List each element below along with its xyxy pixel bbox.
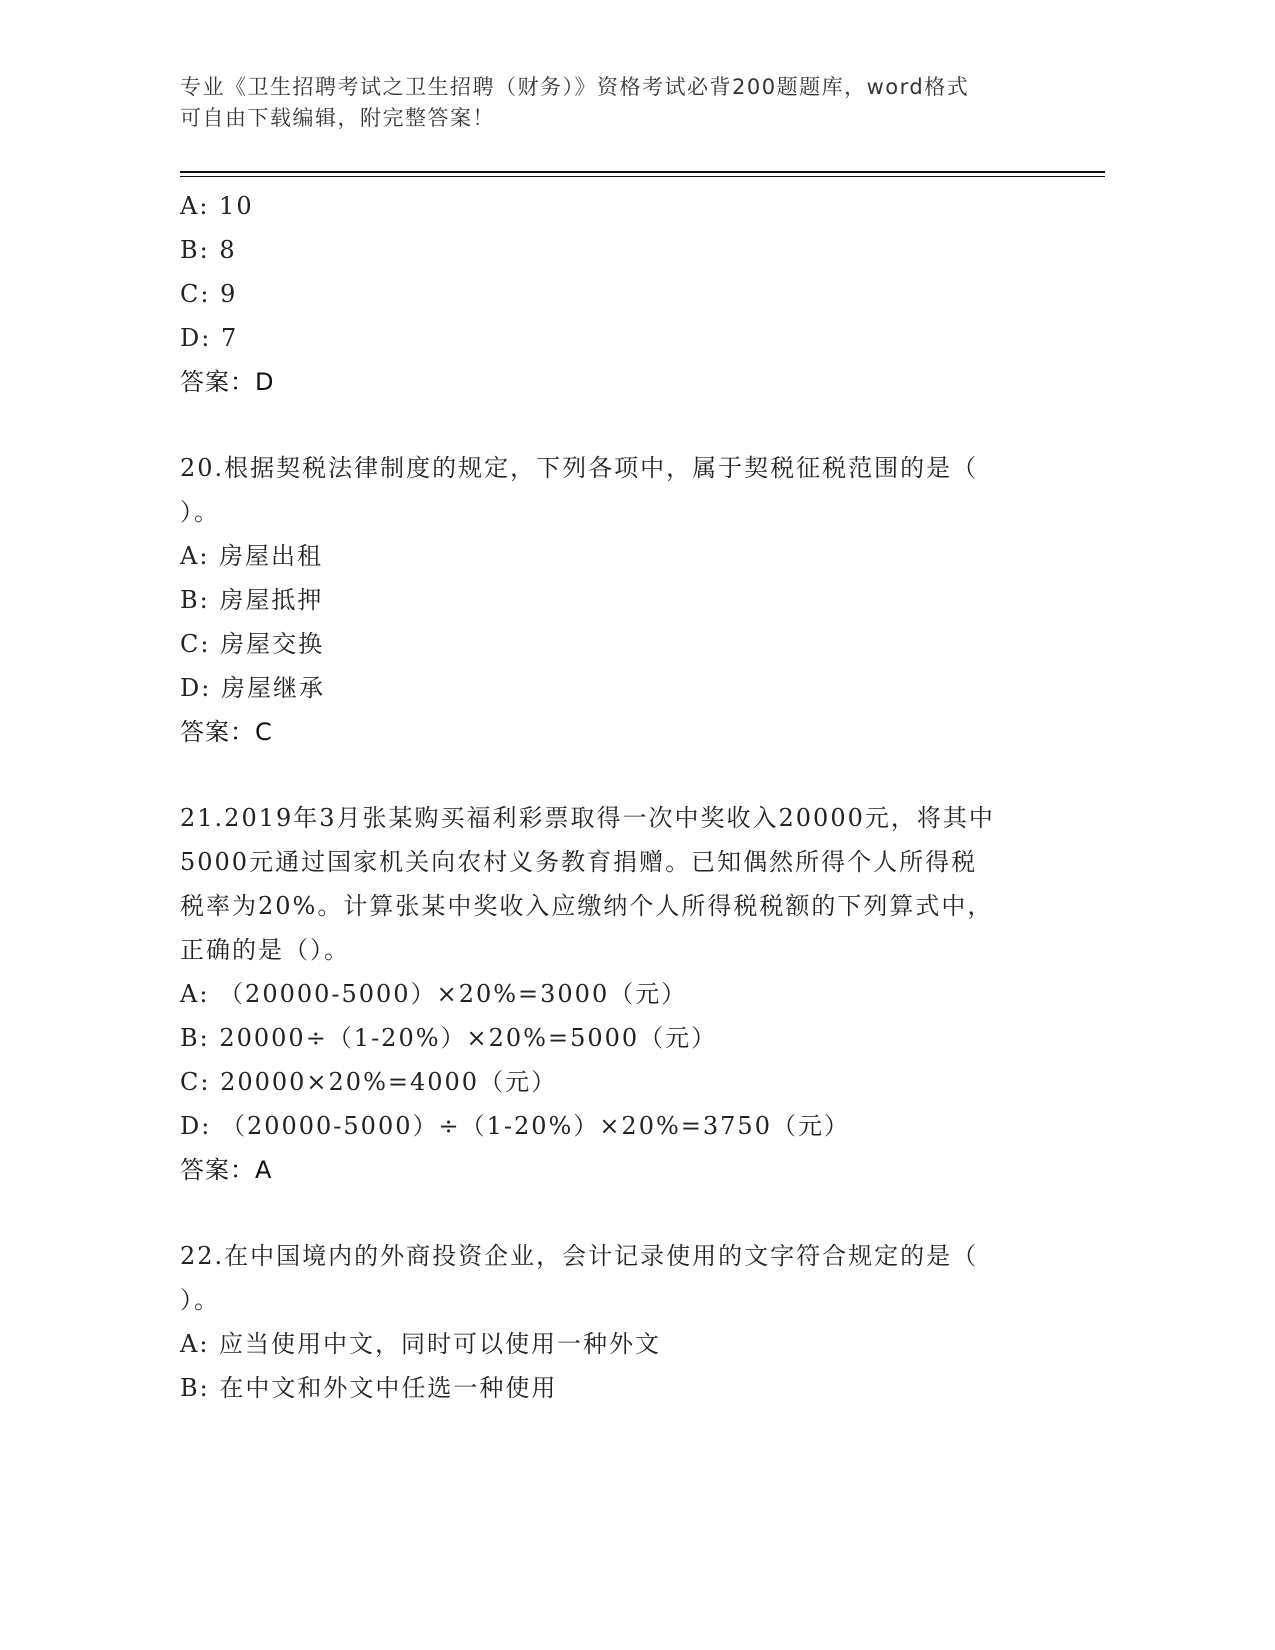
answer-label: 答案：D bbox=[180, 368, 275, 396]
answer-label: 答案：A bbox=[180, 1156, 273, 1184]
question-20 bbox=[180, 446, 1060, 754]
option-b: B: 20000÷（1-20%）×20%=5000（元） bbox=[180, 1024, 718, 1052]
header-rule-thick bbox=[180, 171, 1105, 173]
header-title-line-2: 可自由下载编辑，附完整答案！ bbox=[180, 106, 495, 130]
question-stem: 税率为20%。计算张某中奖收入应缴纳个人所得税税额的下列算式中， bbox=[180, 892, 994, 920]
question-19 bbox=[180, 184, 1060, 404]
question-22 bbox=[180, 1234, 1060, 1410]
option-b: B: 8 bbox=[180, 236, 237, 264]
header-rule-thin bbox=[180, 176, 1105, 177]
option-b: B: 在中文和外文中任选一种使用 bbox=[180, 1374, 558, 1402]
question-21 bbox=[180, 796, 1060, 1192]
option-d: D: （20000-5000）÷（1-20%）×20%=3750（元） bbox=[180, 1112, 850, 1140]
option-c: C: 9 bbox=[180, 280, 238, 308]
question-stem: 20.根据契税法律制度的规定，下列各项中，属于契税征税范围的是（ bbox=[180, 454, 979, 482]
option-d: D: 7 bbox=[180, 324, 239, 352]
question-stem: 正确的是（）。 bbox=[180, 936, 350, 964]
question-list bbox=[180, 184, 1060, 1410]
option-a: A: 房屋出租 bbox=[180, 542, 324, 570]
question-stem: ）。 bbox=[180, 1286, 220, 1314]
option-a: A: 应当使用中文，同时可以使用一种外文 bbox=[180, 1330, 662, 1358]
header-title-line-1: 专业《卫生招聘考试之卫生招聘（财务）》资格考试必背200题题库，word格式 bbox=[180, 75, 970, 99]
answer-label: 答案：C bbox=[180, 718, 273, 746]
option-a: A: 10 bbox=[180, 192, 254, 220]
question-stem: 5000元通过国家机关向农村义务教育捐赠。已知偶然所得个人所得税 bbox=[180, 848, 978, 876]
option-b: B: 房屋抵押 bbox=[180, 586, 324, 614]
question-stem: 21.2019年3月张某购买福利彩票取得一次中奖收入20000元，将其中 bbox=[180, 804, 995, 832]
option-c: C: 房屋交换 bbox=[180, 630, 325, 658]
option-d: D: 房屋继承 bbox=[180, 674, 325, 702]
question-stem: 22.在中国境内的外商投资企业，会计记录使用的文字符合规定的是（ bbox=[180, 1242, 979, 1270]
option-a: A: （20000-5000）×20%=3000（元） bbox=[180, 980, 688, 1008]
document-header bbox=[180, 72, 1060, 134]
question-stem: ）。 bbox=[180, 498, 220, 526]
option-c: C: 20000×20%=4000（元） bbox=[180, 1068, 558, 1096]
